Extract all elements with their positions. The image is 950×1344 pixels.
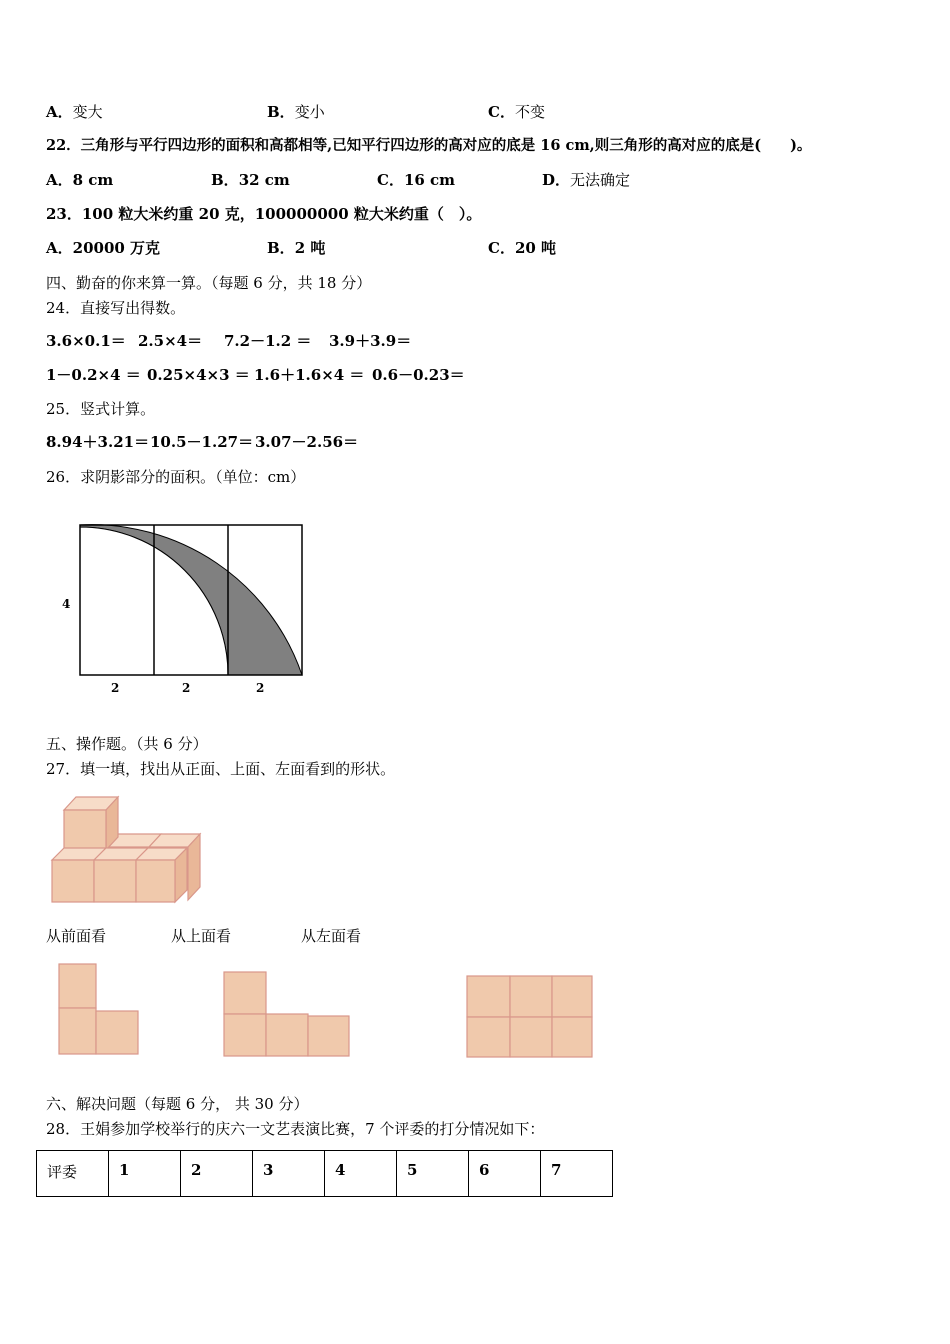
q21-option-b: B．变小 — [267, 103, 325, 121]
table-cell: 1 — [109, 1151, 181, 1197]
q24-item: 3.6×0.1＝ — [46, 332, 126, 350]
front-view-shape — [55, 960, 145, 1060]
q24-item: 2.5×4＝ — [138, 332, 203, 350]
q25-item: 10.5－1.27＝ — [150, 433, 254, 451]
view-label-front: 从前面看 — [46, 927, 107, 945]
q23-question: 23．100 粒大米约重 20 克，100000000 粒大米约重（ ）。 — [46, 205, 482, 223]
top-view-shape — [220, 968, 355, 1063]
q22-option-c: C．16 cm — [377, 171, 456, 189]
q27-question: 27．填一填，找出从正面、上面、左面看到的形状。 — [46, 760, 396, 778]
q22-option-a: A．8 cm — [46, 171, 114, 189]
q22-option-b: B．32 cm — [211, 171, 290, 189]
q22-option-d: D．无法确定 — [542, 171, 631, 189]
q23-option-b: B．2 吨 — [267, 239, 326, 257]
shaded-area-figure — [50, 510, 350, 710]
table-cell: 6 — [469, 1151, 541, 1197]
section-6-heading: 六、解决问题（每题 6 分， 共 30 分） — [46, 1095, 309, 1113]
q24-item: 1.6＋1.6×4 ＝ — [254, 366, 365, 384]
q21-option-c: C．不变 — [488, 103, 545, 121]
table-cell: 7 — [541, 1151, 613, 1197]
section-5-heading: 五、操作题。（共 6 分） — [46, 735, 208, 753]
q25-question: 25．竖式计算。 — [46, 400, 156, 418]
q23-option-c: C．20 吨 — [488, 239, 557, 257]
q24-item: 1－0.2×4 ＝ — [46, 366, 141, 384]
table-cell: 4 — [325, 1151, 397, 1197]
section-4-heading: 四、勤奋的你来算一算。（每题 6 分，共 18 分） — [46, 274, 372, 292]
q25-item: 3.07－2.56＝ — [255, 433, 359, 451]
label-width: 2 — [111, 681, 120, 695]
table-cell: 5 — [397, 1151, 469, 1197]
view-label-top: 从上面看 — [171, 927, 232, 945]
left-view-shape — [463, 972, 598, 1062]
q28-question: 28．王娟参加学校举行的庆六一文艺表演比赛，7 个评委的打分情况如下： — [46, 1120, 545, 1138]
q25-item: 8.94＋3.21＝ — [46, 433, 150, 451]
q21-option-a: A．变大 — [46, 103, 103, 121]
q24-item: 3.9＋3.9＝ — [329, 332, 412, 350]
label-height: 4 — [62, 597, 71, 611]
view-label-left: 从左面看 — [301, 927, 362, 945]
q26-question: 26．求阴影部分的面积。（单位：cm） — [46, 468, 306, 486]
table-row — [37, 1151, 613, 1197]
q24-item: 0.6－0.23＝ — [372, 366, 465, 384]
q24-item: 0.25×4×3 ＝ — [147, 366, 250, 384]
score-table — [36, 1150, 613, 1197]
q24-question: 24．直接写出得数。 — [46, 299, 186, 317]
label-width: 2 — [256, 681, 265, 695]
table-cell: 评委 — [37, 1151, 109, 1197]
table-cell: 3 — [253, 1151, 325, 1197]
cube-stack-figure — [50, 792, 210, 907]
table-cell: 2 — [181, 1151, 253, 1197]
q24-item: 7.2－1.2 ＝ — [224, 332, 312, 350]
label-width: 2 — [182, 681, 191, 695]
q23-option-a: A．20000 万克 — [46, 239, 161, 257]
q22-question: 22．三角形与平行四边形的面积和高都相等,已知平行四边形的高对应的底是 16 cm,则三角形的高对应的底是( )。 — [46, 137, 812, 154]
